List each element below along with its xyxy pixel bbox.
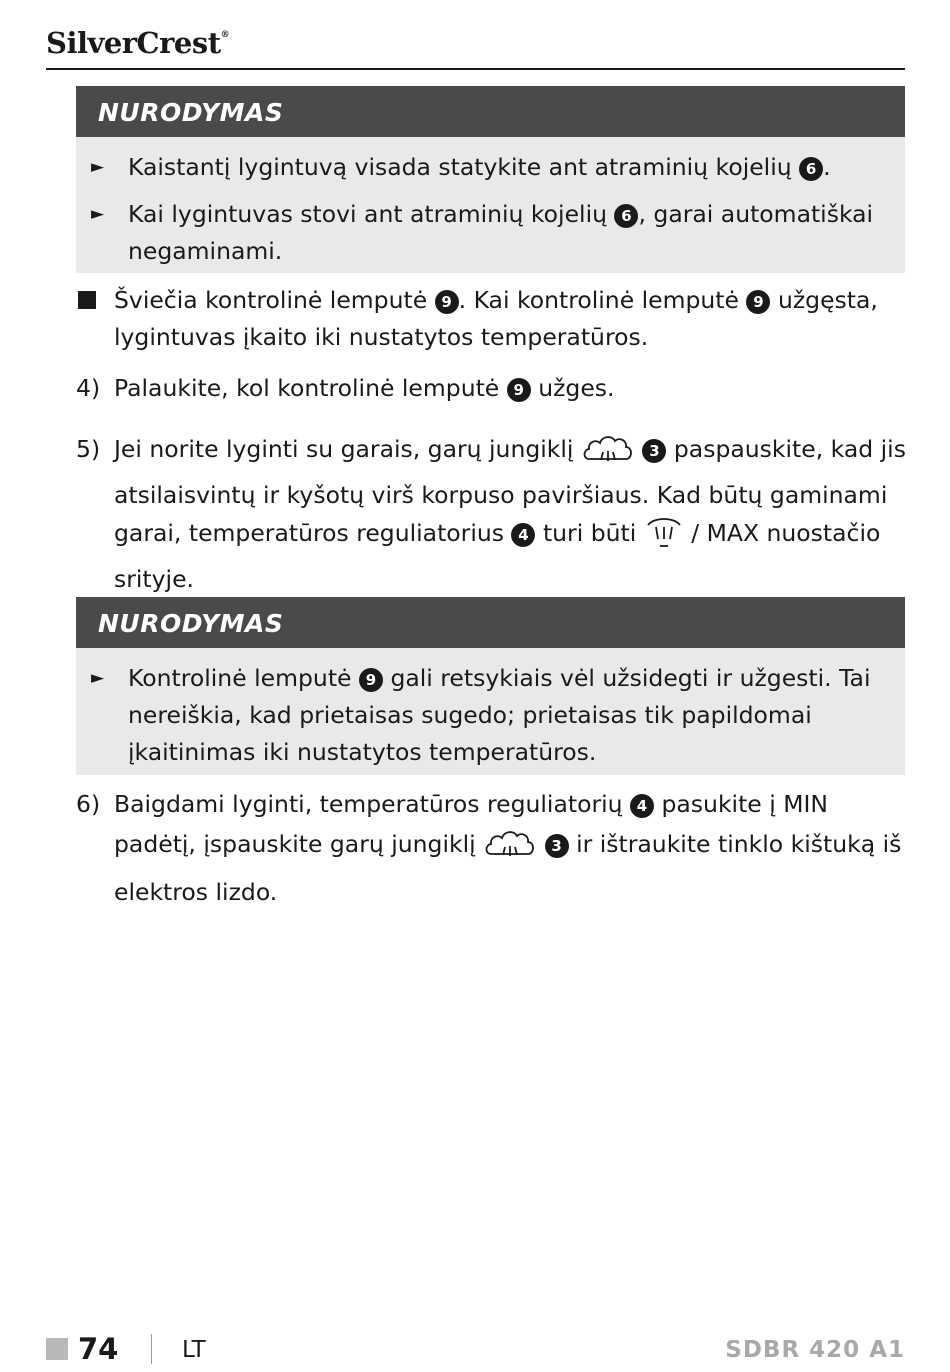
part-number-badge: 6 (614, 204, 638, 228)
footer-divider (151, 1334, 152, 1364)
square-bullet-icon (78, 291, 96, 309)
arrow-icon: ► (91, 157, 105, 177)
note-title: NURODYMAS (76, 597, 905, 648)
step-5: 5) Jei norite lyginti su garais, garų jungiklį 3 paspauskite, kad jis atsilaisvintų ir kyšotų virš korpuso paviršiaus. Kad būtų gaminami garai, temperatūros reguliatorius 4 turi būti / MAX nuostačio srityje. (76, 430, 906, 598)
model-number: SDBR 420 A1 (725, 1337, 905, 1363)
part-number-badge: 4 (511, 523, 535, 547)
part-number-badge: 3 (642, 439, 666, 463)
language-code: LT (182, 1337, 206, 1363)
step-6: 6) Baigdami lyginti, temperatūros reguliatorių 4 pasukite į MIN padėtį, įspauskite garų jungiklį 3 ir ištraukite tinklo kištuką iš elektros lizdo. (76, 784, 906, 912)
steam-cloud-icon (581, 431, 635, 476)
note-box-2 (76, 597, 905, 775)
note-item: ► Kontrolinė lemputė 9 gali retsykiais vėl užsidegti ir užgesti. Tai nereiškia, kad prietaisas sugedo; prietaisas tik papildomai įkaitinimas iki nustatytos temperatūros. (76, 660, 905, 771)
page-number: 74 (78, 1332, 119, 1366)
brand-name: SilverCrest (46, 26, 221, 60)
steam-cloud-icon (483, 826, 537, 872)
step-number: 6) (76, 790, 101, 818)
part-number-badge: 9 (507, 378, 531, 402)
note-box-1 (76, 86, 905, 273)
part-number-badge: 3 (545, 834, 569, 858)
part-number-badge: 4 (630, 794, 654, 818)
note-title: NURODYMAS (76, 86, 905, 137)
step-number: 4) (76, 374, 101, 402)
steam-iron-symbol-icon (644, 515, 684, 560)
brand-logo (46, 26, 229, 60)
part-number-badge: 6 (799, 157, 823, 181)
note-item: ► Kai lygintuvas stovi ant atraminių kojelių 6 , garai automatiškai negaminami. (76, 196, 905, 270)
part-number-badge: 9 (746, 290, 770, 314)
arrow-icon: ► (91, 204, 105, 224)
footer-square-icon (46, 1338, 68, 1360)
note-item: ► Kaistantį lygintuvą visada statykite ant atraminių kojelių 6 . (76, 149, 905, 186)
bullet-paragraph: Šviečia kontrolinė lemputė 9 . Kai kontrolinė lemputė 9 užgęsta, lygintuvas įkaito iki nustatytos temperatūros. (76, 282, 906, 356)
part-number-badge: 9 (435, 290, 459, 314)
header-rule (46, 68, 905, 70)
step-4: 4) Palaukite, kol kontrolinė lemputė 9 užges. (76, 370, 906, 407)
part-number-badge: 9 (359, 668, 383, 692)
registered-mark: ® (220, 30, 230, 40)
arrow-icon: ► (91, 668, 105, 688)
step-number: 5) (76, 435, 101, 463)
page-footer (46, 1328, 905, 1368)
